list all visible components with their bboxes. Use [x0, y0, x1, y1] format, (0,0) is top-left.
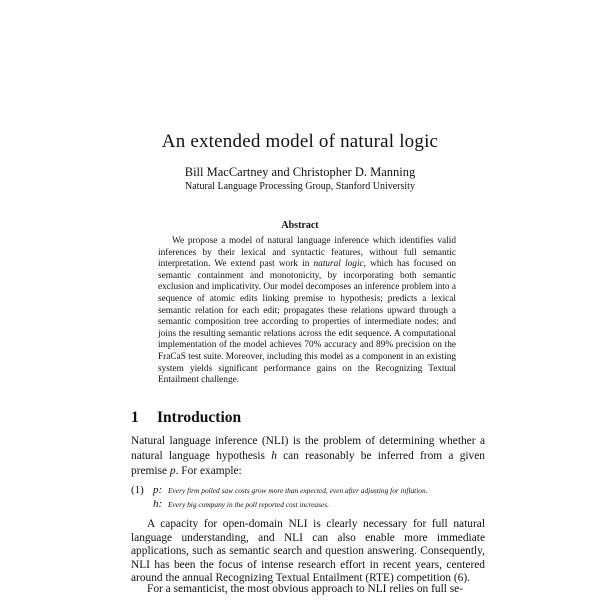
paper-affiliation: Natural Language Processing Group, Stanford University: [185, 181, 415, 192]
paper-title: An extended model of natural logic: [161, 131, 439, 152]
para1-var-p: p: [169, 465, 176, 478]
example-number: (1): [131, 484, 144, 496]
intro-paragraph-3: For a semanticist, the most obvious approach to NLI relies on full se-: [147, 583, 464, 595]
intro-paragraph-1: [131, 434, 485, 480]
example-premise-label: p:: [153, 484, 163, 496]
paper-authors: Bill MacCartney and Christopher D. Manning: [184, 165, 416, 179]
para1-text-3: . For example:: [175, 465, 242, 478]
intro-paragraph-2: A capacity for open-domain NLI is clearly necessary for full natural language understanding, and NLI can also enable more immediate applications, such as semantic search and question answering. Consequently, NLI has been the focus of intense research effort in recent years, centered around the annual Recognizing Textual Entailment (RTE) competition (6).: [131, 518, 485, 585]
section-title: Introduction: [157, 409, 242, 426]
example-premise-row: [131, 484, 491, 498]
example-hypothesis-text: Every big company in the poll reported cost increases.: [168, 500, 329, 509]
abstract-text-2: , which has focused on semantic containment and monotonicity, by incorporating both semantic exclusion and implicativity. Our model decomposes an inference problem into a sequence of atomic edits linking premise to hypothesis; predicts a lexical semantic relation for each edit; propagates these relations upward through a semantic composition tree according to properties of intermediate nodes; and joins the resulting semantic relations across the edit sequence. A computational implementation of the model achieves 70% accuracy and 89% precision on the FraCaS test suite. Moreover, including this model as a component in an existing system yields significant performance gains on the Recognizing Textual Entailment challenge.: [158, 259, 456, 386]
section-heading: [131, 409, 491, 427]
example-block: [131, 484, 491, 512]
para1-text-2: can reasonably be inferred from a given premise: [131, 450, 485, 478]
abstract-text-1: We propose a model of natural language inference which identifies valid inferences by their lexical and syntactic features, without full semantic interpretation. We extend past work in: [158, 236, 456, 270]
para1-var-h: h: [271, 450, 277, 463]
abstract-body: [158, 236, 456, 387]
section-number: 1: [131, 409, 139, 426]
example-premise-text: Every firm polled saw costs grow more than expected, even after adjusting for inflation.: [168, 486, 428, 495]
abstract-heading: Abstract: [281, 220, 319, 231]
example-hypothesis-label: h:: [153, 498, 163, 510]
para1-text-1: Natural language inference (NLI) is the problem of determining whether a natural language hypothesis: [131, 435, 485, 463]
example-hypothesis-row: [131, 498, 491, 512]
abstract-emphasis: natural logic: [313, 259, 364, 270]
